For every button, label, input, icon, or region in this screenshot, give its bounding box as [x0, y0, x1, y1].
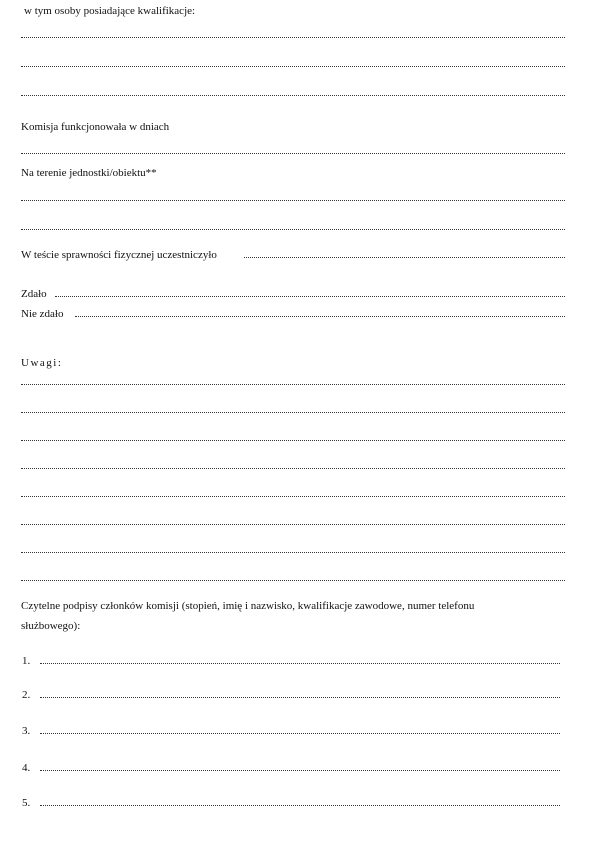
remarks-line-1[interactable]: [21, 380, 565, 385]
remarks-line-7[interactable]: [21, 548, 565, 553]
commission-dates-line[interactable]: [21, 149, 565, 154]
remarks-label: Uwagi:: [21, 357, 63, 369]
qualified-persons-line-3[interactable]: [21, 91, 565, 96]
remarks-line-5[interactable]: [21, 492, 565, 497]
remarks-line-3[interactable]: [21, 436, 565, 441]
signature-number-5: 5.: [22, 797, 31, 809]
remarks-line-4[interactable]: [21, 464, 565, 469]
signature-number-1: 1.: [22, 655, 31, 667]
failed-label: Nie zdało: [21, 308, 64, 320]
remarks-line-2[interactable]: [21, 408, 565, 413]
test-participants-label: W teście sprawności fizycznej uczestniczyło: [21, 249, 217, 261]
signatures-label-line-2: służbowego):: [21, 620, 81, 632]
unit-line-2[interactable]: [21, 225, 565, 230]
qualified-persons-label: w tym osoby posiadające kwalifikacje:: [24, 5, 196, 17]
commission-dates-label: Komisja funkcjonowała w dniach: [21, 121, 170, 133]
signatures-label-line-1: Czytelne podpisy członków komisji (stopień, imię i nazwisko, kwalifikacje zawodowe, numer telefonu: [21, 600, 475, 612]
signature-line-2[interactable]: [40, 693, 560, 698]
qualified-persons-line-1[interactable]: [21, 33, 565, 38]
signature-number-4: 4.: [22, 762, 31, 774]
passed-line[interactable]: [55, 292, 565, 297]
passed-label: Zdało: [21, 288, 47, 300]
signature-line-4[interactable]: [40, 766, 560, 771]
remarks-line-8[interactable]: [21, 576, 565, 581]
qualified-persons-line-2[interactable]: [21, 62, 565, 67]
signature-line-1[interactable]: [40, 659, 560, 664]
test-participants-line[interactable]: [244, 253, 565, 258]
signature-line-5[interactable]: [40, 801, 560, 806]
signature-number-2: 2.: [22, 689, 31, 701]
remarks-line-6[interactable]: [21, 520, 565, 525]
unit-label: Na terenie jednostki/obiektu**: [21, 167, 157, 179]
unit-line-1[interactable]: [21, 196, 565, 201]
signature-number-3: 3.: [22, 725, 31, 737]
signature-line-3[interactable]: [40, 729, 560, 734]
failed-line[interactable]: [75, 312, 565, 317]
